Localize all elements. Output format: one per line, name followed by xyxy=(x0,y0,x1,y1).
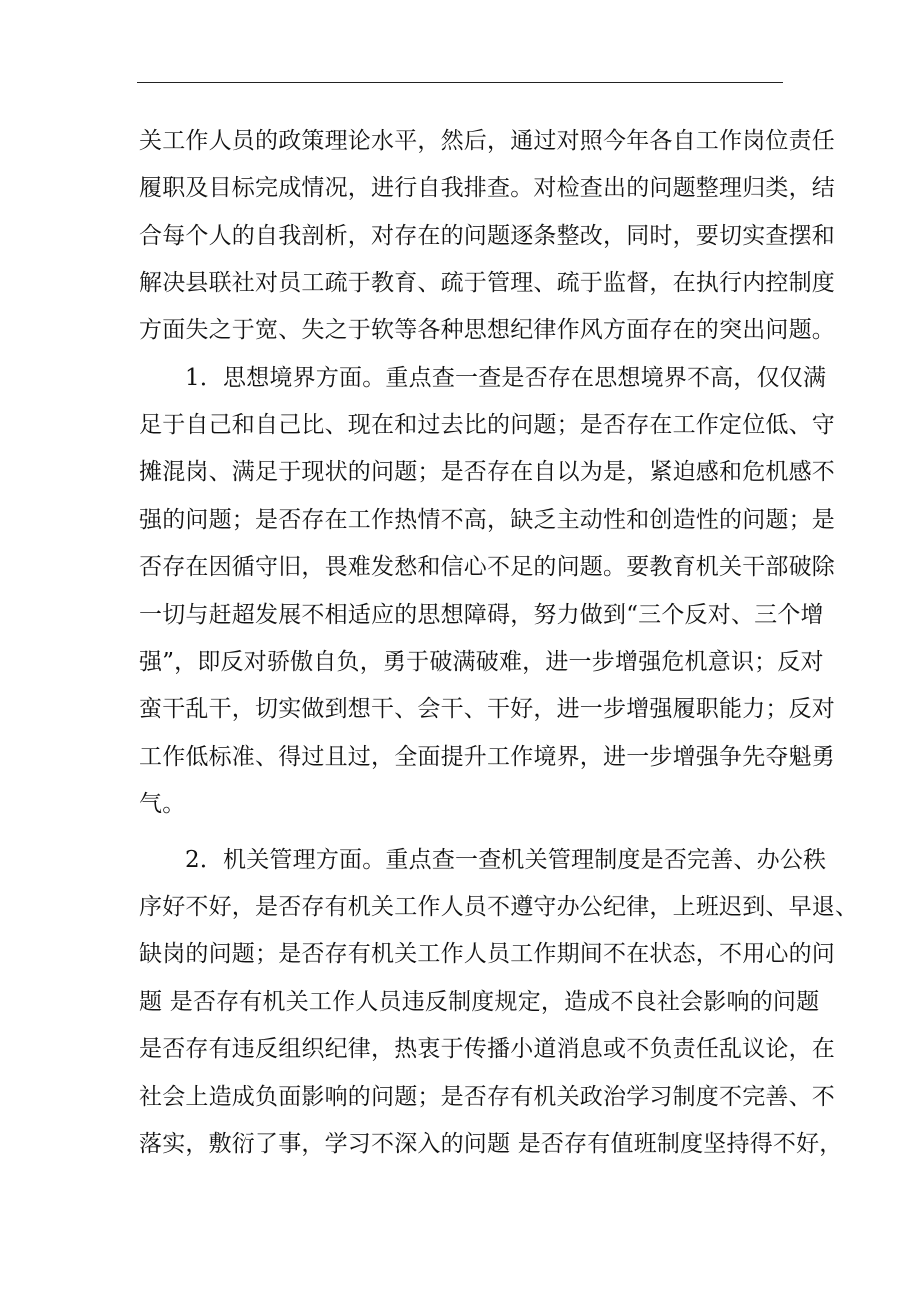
text-line-7: 足于自己和自己比、现在和过去比的问题；是否存在工作定位低、守 xyxy=(139,412,835,438)
text-line-21: 社会上造成负面影响的问题；是否存有机关政治学习制度不完善、不 xyxy=(139,1084,835,1110)
text-line-12: 强”，即反对骄傲自负，勇于破满破难，进一步增强危机意识；反对 xyxy=(139,649,824,675)
text-line-22: 落实，敷衍了事，学习不深入的问题 是否存有值班制度坚持得不好， xyxy=(139,1131,843,1157)
text-line-18: 缺岗的问题；是否存有机关工作人员工作期间不在状态，不用心的问 xyxy=(139,941,835,967)
text-line-11: 一切与赶超发展不相适应的思想障碍，努力做到“三个反对、三个增 xyxy=(139,602,824,628)
text-line-4: 解决县联社对员工疏于教育、疏于管理、疏于监督，在执行内控制度 xyxy=(139,270,835,296)
text-line-9: 强的问题；是否存在工作热情不高，缺乏主动性和创造性的问题；是 xyxy=(139,507,835,533)
text-line-2: 履职及目标完成情况，进行自我排查。对检查出的问题整理归类，结 xyxy=(139,175,835,201)
text-line-14: 工作低标准、得过且过，全面提升工作境界，进一步增强争先夺魁勇 xyxy=(139,744,835,770)
text-line-10: 否存在因循守旧，畏难发愁和信心不足的问题。要教育机关干部破除 xyxy=(139,554,835,580)
text-line-15: 气。 xyxy=(139,791,186,817)
text-line-3: 合每个人的自我剖析，对存在的问题逐条整改，同时，要切实查摆和 xyxy=(139,223,835,249)
text-line-17: 序好不好，是否存有机关工作人员不遵守办公纪律，上班迟到、早退、 xyxy=(139,894,859,920)
header-rule xyxy=(137,82,783,83)
text-line-16: 2．机关管理方面。重点查一查机关管理制度是否完善、办公秩 xyxy=(185,847,827,873)
text-line-5: 方面失之于宽、失之于软等各种思想纪律作风方面存在的突出问题。 xyxy=(139,317,835,343)
text-line-20: 是否存有违反组织纪律，热衷于传播小道消息或不负责任乱议论，在 xyxy=(139,1036,835,1062)
text-line-8: 摊混岗、满足于现状的问题；是否存在自以为是，紧迫感和危机感不 xyxy=(139,459,835,485)
text-line-1: 关工作人员的政策理论水平，然后，通过对照今年各自工作岗位责任 xyxy=(139,128,835,154)
text-line-6: 1．思想境界方面。重点查一查是否存在思想境界不高，仅仅满 xyxy=(185,365,827,391)
text-line-19: 题 是否存有机关工作人员违反制度规定，造成不良社会影响的问题 xyxy=(139,989,820,1015)
text-line-13: 蛮干乱干，切实做到想干、会干、干好，进一步增强履职能力；反对 xyxy=(139,696,835,722)
